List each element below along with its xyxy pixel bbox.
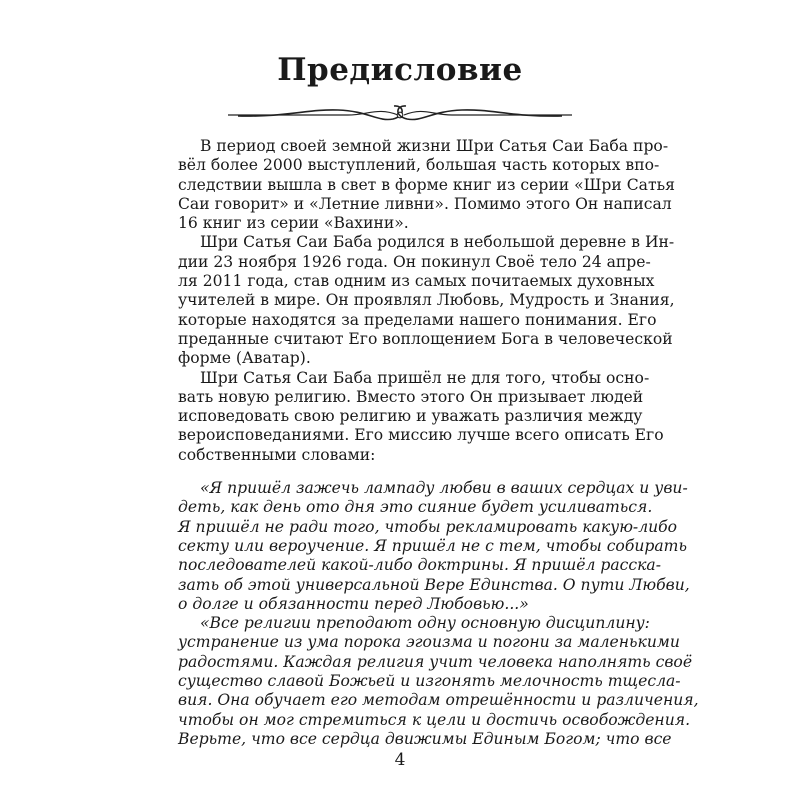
paragraph xyxy=(178,233,675,368)
quotations xyxy=(178,479,699,749)
text-line: форме (Аватар). xyxy=(178,349,311,368)
text-line: 16 книг из серии «Вахини». xyxy=(178,214,409,233)
text-line: Шри Сатья Саи Баба пришёл не для того, чтобы осно- xyxy=(200,368,650,387)
quote-paragraph xyxy=(178,479,690,614)
text-line: учителей в мире. Он проявлял Любовь, Мудрость и Знания, xyxy=(178,291,675,310)
text-line: последователей какой-либо доктрины. Я пришёл расска- xyxy=(178,556,662,575)
page-number: 4 xyxy=(394,750,406,770)
text-line: вия. Она обучает его методам отрешённости и различения, xyxy=(178,691,699,710)
paragraph xyxy=(178,137,675,233)
text-line: вероисповеданиями. Его миссию лучше всего описать Его xyxy=(178,426,664,445)
paragraph xyxy=(178,368,664,465)
text-line: чтобы он мог стремиться к цели и достичь освобождения. xyxy=(178,710,691,729)
text-line: Верьте, что все сердца движимы Единым Богом; что все xyxy=(178,729,672,748)
text-line: деть, как день ото дня это сияние будет усиливаться. xyxy=(178,498,653,517)
text-line: вёл более 2000 выступлений, большая часть которых впо- xyxy=(178,156,660,175)
text-line: о долге и обязанности перед Любовью...» xyxy=(178,594,529,613)
text-line: Саи говорит» и «Летние ливни». Помимо этого Он написал xyxy=(178,194,672,213)
text-line: дии 23 ноября 1926 года. Он покинул Своё тело 24 апре- xyxy=(178,252,651,271)
text-line: Шри Сатья Саи Баба родился в небольшой деревне в Ин- xyxy=(200,233,675,252)
text-line: которые находятся за пределами нашего понимания. Его xyxy=(178,310,657,329)
text-line: Я пришёл не ради того, чтобы рекламировать какую-либо xyxy=(178,517,678,536)
text-line: преданные считают Его воплощением Бога в человеческой xyxy=(178,329,673,348)
text-line: В период своей земной жизни Шри Сатья Саи Баба про- xyxy=(200,137,669,155)
text-line: исповедовать свою религию и уважать различия между xyxy=(178,407,643,426)
body-text xyxy=(178,137,699,749)
text-line: существо славой Божьей и изгонять мелочность тщесла- xyxy=(178,672,681,691)
text-line: ля 2011 года, став одним из самых почитаемых духовных xyxy=(178,272,655,291)
text-line: секту или вероучение. Я пришёл не с тем, чтобы собирать xyxy=(178,536,687,555)
preface-paragraphs xyxy=(178,137,675,465)
text-line: собственными словами: xyxy=(178,445,376,464)
text-line: устранение из ума порока эгоизма и погони за маленькими xyxy=(178,633,680,652)
text-line: «Я пришёл зажечь лампаду любви в ваших сердцах и уви- xyxy=(200,479,688,498)
flourish-divider xyxy=(228,95,572,125)
quote-paragraph xyxy=(178,614,699,749)
text-line: вать новую религию. Вместо этого Он призывает людей xyxy=(178,387,644,406)
text-line: радостями. Каждая религия учит человека наполнять своё xyxy=(178,652,693,671)
text-line: «Все религии преподают одну основную дисциплину: xyxy=(200,614,650,633)
page-title: Предисловие xyxy=(277,52,523,88)
text-line: следствии вышла в свет в форме книг из серии «Шри Сатья xyxy=(178,175,675,194)
text-line: зать об этой универсальной Вере Единства. О пути Любви, xyxy=(178,575,690,594)
